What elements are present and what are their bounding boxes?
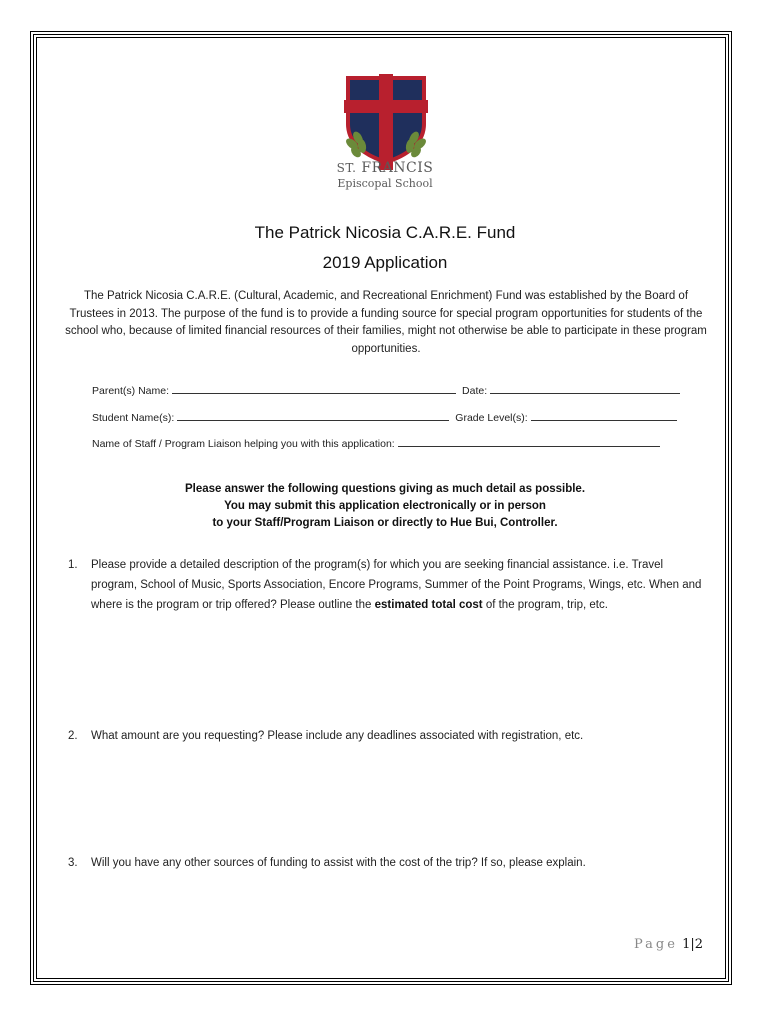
document-subtitle: 2019 Application [322,253,448,272]
grade-level-field[interactable] [531,410,677,421]
question-2 [68,726,708,746]
question-2-text: What amount are you requesting? Please include any deadlines associated with registration, etc. [91,730,584,742]
parent-name-label: Parent(s) Name: [92,385,170,397]
question-1-text-after: of the program, trip, etc. [482,599,608,611]
question-3-number: 3. [68,857,78,869]
document-title: The Patrick Nicosia C.A.R.E. Fund [254,223,516,242]
parent-date-row [92,383,680,397]
page-total: 2 [694,937,704,952]
notice-line-2: You may submit this application electronically or in person [224,500,546,512]
question-1-text [91,555,708,615]
liaison-label: Name of Staff / Program Liaison helping you with this application: [92,438,395,450]
student-grade-row [92,410,677,424]
page-separator: | [690,937,695,952]
question-1-text-before: Please provide a detailed description of the program(s) for which you are seeking financial assistance. i.e. Travel program, School of Music, Sports Association, Encore Programs, Summer of the Point Programs, Wings, etc. When and where is the program or trip offered? Please outline the [91,559,702,611]
date-field[interactable] [490,383,680,394]
question-3-text: Will you have any other sources of funding to assist with the cost of the trip? If so, please explain. [91,857,586,869]
page-number: 1 [682,937,691,952]
question-1-text-bold: estimated total cost [374,599,483,611]
question-1 [68,555,708,615]
page-word: Page [634,937,678,952]
school-name-st: ST. [336,161,357,175]
question-3 [68,853,708,873]
grade-level-label: Grade Level(s): [455,412,528,424]
school-name-francis: FRANCIS [361,160,434,176]
parent-name-field[interactable] [172,383,456,394]
liaison-field[interactable] [398,436,660,447]
date-label: Date: [462,385,488,397]
notice-line-1: Please answer the following questions giving as much detail as possible. [184,483,586,495]
student-name-field[interactable] [177,410,449,421]
school-subtitle: Episcopal School [337,177,433,190]
question-1-number: 1. [68,559,78,571]
student-name-label: Student Name(s): [92,412,175,424]
question-2-number: 2. [68,730,78,742]
school-name [322,160,448,176]
notice-line-3: to your Staff/Program Liaison or directly to Hue Bui, Controller. [212,517,558,529]
intro-paragraph: The Patrick Nicosia C.A.R.E. (Cultural, Academic, and Recreational Enrichment) Fund was established by the Board of Trustees in 2013. The purpose of the fund is to provide a funding source for special program opportunities for students of the school who, because of limited financial resources of their families, might not otherwise be able to participate in these program opportunities. [65,290,707,355]
liaison-row [92,436,660,450]
page-footer [634,937,703,952]
cross-vertical [379,74,393,170]
cross-horizontal [344,100,428,113]
